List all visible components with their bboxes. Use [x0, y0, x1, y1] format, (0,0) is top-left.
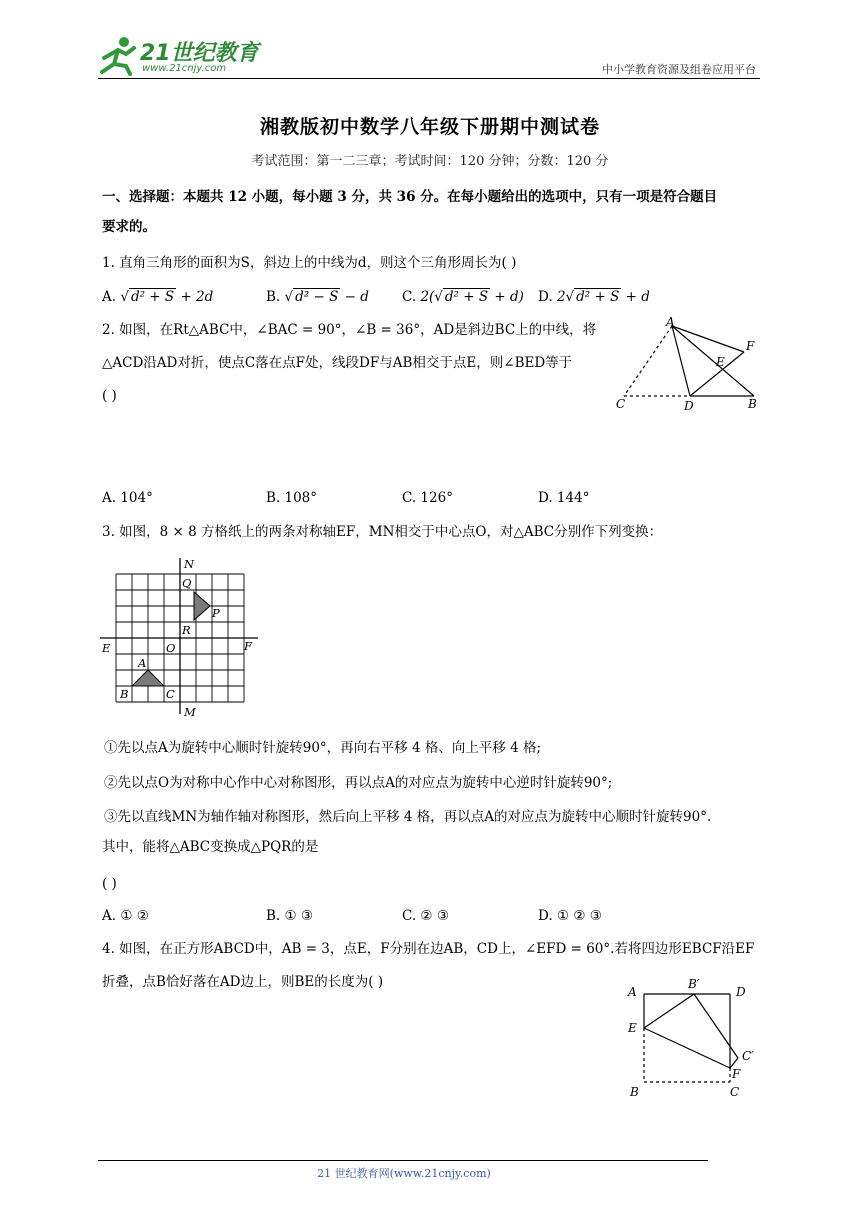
- q2-figure: [612, 316, 764, 412]
- footer-divider: [98, 1160, 708, 1161]
- q3-grid-figure: [100, 556, 266, 722]
- q2-label-B: B: [748, 397, 757, 411]
- q1-c-radicand: d² + S: [444, 289, 489, 305]
- q2-option-b: B. 108°: [266, 490, 318, 506]
- q1-d-head: 2: [556, 289, 566, 305]
- q2-label-A: A: [666, 316, 675, 329]
- q2-stem-line3: ( ): [102, 388, 117, 404]
- q4-stem-line2: 折叠，点B恰好落在AD边上，则BE的长度为( ): [102, 974, 384, 990]
- platform-name: 中小学教育资源及组卷应用平台: [602, 63, 756, 76]
- q3-triangle-ABC: [132, 670, 164, 686]
- q1-d-label: D.: [538, 289, 553, 305]
- q1-option-d: [538, 287, 650, 307]
- q3-label-C: C: [166, 687, 175, 701]
- q3-triangle-PQR: [194, 592, 210, 620]
- logo-main-text: 21世纪教育: [140, 41, 259, 66]
- q3-option-b: B. ① ③: [266, 908, 313, 924]
- q2-stem-line2: △ACD沿AD对折，使点C落在点F处，线段DF与AB相交于点E，则∠BED等于: [102, 355, 573, 371]
- sqrt-symbol: √ d² − S: [284, 289, 339, 305]
- q3-label-Q: Q: [182, 576, 192, 590]
- q3-transform-3: ③先以直线MN为轴作轴对称图形，然后向上平移 4 格，再以点A的对应点为旋转中心顺时针旋转90°.: [104, 809, 712, 825]
- q3-stem: 3. 如图，8 × 8 方格纸上的两条对称轴EF，MN相交于中心点O，对△ABC分别作下列变换：: [102, 524, 663, 540]
- q2-label-C: C: [616, 397, 626, 411]
- q3-label-M: M: [184, 705, 196, 719]
- q4-label-A: A: [628, 985, 637, 999]
- section-heading-line1: 一、选择题：本题共 12 小题，每小题 3 分，共 36 分。在每小题给出的选项中，只有一项是符合题目: [102, 189, 718, 205]
- q1-option-a: [102, 287, 213, 307]
- q4-line-EF: [644, 1028, 730, 1068]
- q3-option-c: C. ② ③: [402, 908, 449, 924]
- page-title: 湘教版初中数学八年级下册期中测试卷: [259, 116, 600, 138]
- q4-line-EBp: [644, 994, 694, 1028]
- q1-a-label: A.: [102, 289, 117, 305]
- q3-question: 其中，能将△ABC变换成△PQR的是: [102, 839, 319, 855]
- q3-label-N: N: [184, 557, 195, 571]
- q3-label-O: O: [166, 641, 176, 655]
- footer-text: 21 世纪教育网(www.21cnjy.com): [317, 1167, 491, 1180]
- q3-transform-2: ②先以点O为对称中心作中心对称图形，再以点A的对应点为旋转中心逆时针旋转90°;: [104, 775, 613, 791]
- q4-label-D: D: [736, 985, 746, 999]
- q3-label-B: B: [120, 687, 129, 701]
- logo: [96, 36, 266, 76]
- q4-figure: [622, 976, 766, 1102]
- q3-label-A: A: [138, 656, 147, 670]
- header-divider: [98, 78, 760, 79]
- q1-a-radicand: d² + S: [130, 289, 175, 305]
- q2-option-d: D. 144°: [538, 490, 590, 506]
- q2-label-D: D: [684, 399, 694, 412]
- q2-option-a: A. 104°: [102, 490, 153, 506]
- q1-c-label: C.: [402, 289, 417, 305]
- sqrt-symbol: √ d² + S: [565, 289, 620, 305]
- q4-stem-line1: 4. 如图，在正方形ABCD中，AB = 3，点E，F分别在边AB，CD上，∠EFD = 60°.若将四边形EBCF沿EF: [102, 941, 755, 957]
- q3-transform-1: ①先以点A为旋转中心顺时针旋转90°，再向右平移 4 格、向上平移 4 格;: [104, 740, 542, 756]
- q1-b-tail: − d: [340, 289, 369, 305]
- q2-label-F: F: [746, 339, 755, 353]
- q3-label-R: R: [182, 623, 191, 637]
- sqrt-symbol: √ d² + S: [120, 289, 175, 305]
- q3-option-a: A. ① ②: [102, 908, 149, 924]
- logo-runner-icon: [96, 36, 140, 76]
- q2-line-AB: [672, 326, 754, 396]
- q4-label-C: C: [730, 1085, 740, 1099]
- exam-info: 考试范围：第一二三章；考试时间：120 分钟；分数：120 分: [251, 154, 609, 169]
- q2-line-AD: [672, 326, 690, 396]
- q1-option-c: [402, 287, 524, 307]
- q3-label-P: P: [212, 606, 220, 620]
- q2-stem-line1: 2. 如图，在Rt△ABC中，∠BAC = 90°，∠B = 36°，AD是斜边BC上的中线，将: [102, 322, 597, 338]
- q3-label-E: E: [102, 641, 111, 655]
- q1-d-tail: + d: [621, 289, 650, 305]
- q4-line-BpCp: [694, 994, 738, 1058]
- q1-a-tail: + 2d: [176, 289, 214, 305]
- q1-option-b: [266, 287, 369, 307]
- q4-label-F: F: [732, 1067, 741, 1081]
- q4-label-Bp: B′: [688, 977, 700, 991]
- q1-b-label: B.: [266, 289, 281, 305]
- q4-label-E: E: [628, 1021, 637, 1035]
- q4-label-Cp: C′: [742, 1049, 754, 1063]
- q1-c-head: 2(: [420, 289, 435, 305]
- q1-stem: 1. 直角三角形的面积为S，斜边上的中线为d，则这个三角形周长为( ): [102, 255, 517, 271]
- q3-option-d: D. ① ② ③: [538, 908, 602, 924]
- q2-label-E: E: [716, 355, 725, 369]
- q1-c-tail: + d): [490, 289, 524, 305]
- q2-line-AC: [624, 326, 672, 396]
- q1-b-radicand: d² − S: [295, 289, 339, 305]
- q3-label-F: F: [244, 639, 252, 653]
- q3-paren: ( ): [102, 876, 117, 892]
- q2-line-AF: [672, 326, 744, 352]
- q4-label-B: B: [630, 1085, 639, 1099]
- sqrt-symbol: √ d² + S: [434, 289, 489, 305]
- q2-option-c: C. 126°: [402, 490, 453, 506]
- logo-url-text: www.21cnjy.com: [142, 63, 227, 74]
- section-heading-line2: 要求的。: [102, 219, 156, 235]
- q1-d-radicand: d² + S: [576, 289, 620, 305]
